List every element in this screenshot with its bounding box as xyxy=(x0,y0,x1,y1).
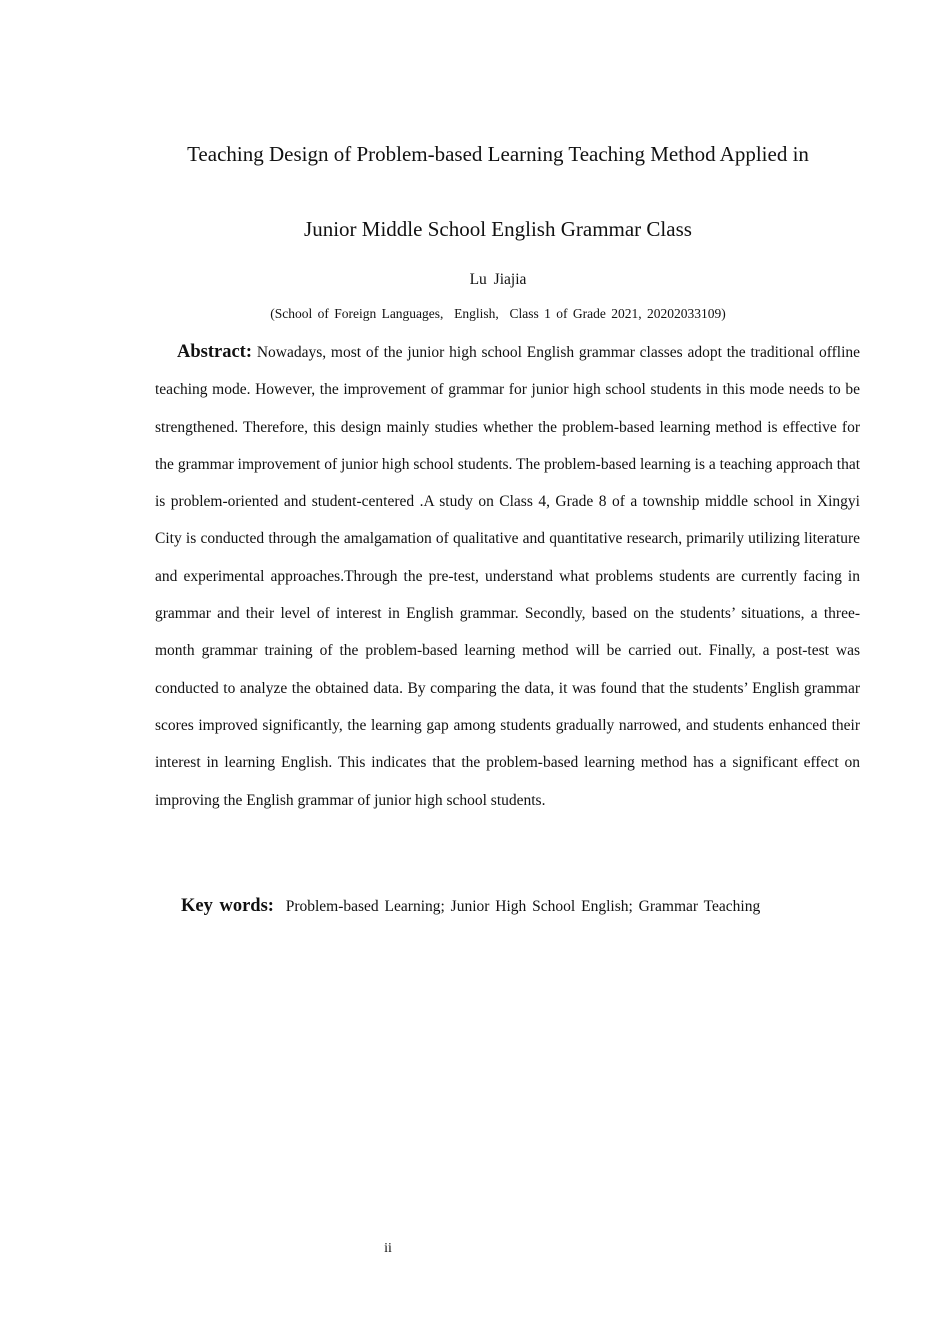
keywords-text: Problem-based Learning; Junior High School English; Grammar Teaching xyxy=(285,898,761,915)
title-line-1: Teaching Design of Problem-based Learning Teaching Method Applied in xyxy=(187,142,809,166)
abstract-label: Abstract: xyxy=(177,342,253,362)
author-name: Lu Jiajia xyxy=(469,271,527,288)
title-line-2: Junior Middle School English Grammar Class xyxy=(304,217,692,241)
abstract-paragraph xyxy=(155,334,860,819)
keywords-label: Key words: xyxy=(181,896,274,916)
abstract-text: Nowadays, most of the junior high school English grammar classes adopt the traditional offline teaching mode. However, the improvement of grammar for junior high school students in this mode needs to be strengthened. Therefore, this design mainly studies whether the problem-based learning method is effective for the grammar improvement of junior high school students. The problem-based learning is a teaching approach that is problem-oriented and student-centered .A study on Class 4, Grade 8 of a township middle school in Xingyi City is conducted through the amalgamation of qualitative and quantitative research, primarily utilizing literature and experimental approaches.Through the pre-test, understand what problems students are currently facing in grammar and their level of interest in English grammar. Secondly, based on the students’ situations, a three-month grammar training of the problem-based learning method will be carried out. Finally, a post-test was conducted to analyze the obtained data. By comparing the data, it was found that the students’ English grammar scores improved significantly, the learning gap among students gradually narrowed, and students enhanced their interest in learning English. This indicates that the problem-based learning method has a significant effect on improving the English grammar of junior high school students. xyxy=(155,344,861,809)
author-affiliation: (School of Foreign Languages, English, Class 1 of Grade 2021, 20202033109) xyxy=(270,306,726,321)
page-number: ii xyxy=(384,1241,392,1256)
keywords-paragraph xyxy=(155,893,860,920)
